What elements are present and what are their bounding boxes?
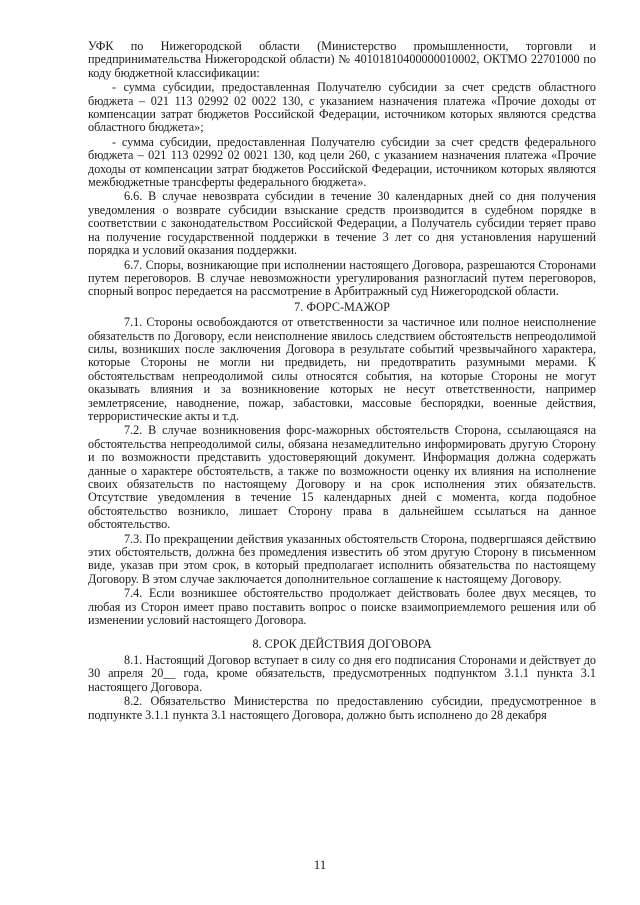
paragraph: 7.2. В случае возникновения форс-мажорных обстоятельств Сторона, ссылающаяся на обстоятельства непреодолимой силы, обязана незамедлительно информировать другую Сторону и по возможности представить удостоверяющий документ. Информация должна содержать данные о характере обстоятельств, а также по возможности оценку их влияния на исполнение своих обязательств по настоящему Договору и на срок исполнения этих обязательств. Отсутствие уведомления в течение 15 календарных дней с момента, когда подобное обстоятельство возникло, лишает Сторону права в дальнейшем ссылаться на данное обстоятельство. [88, 423, 596, 532]
paragraph: 7.3. По прекращении действия указанных обстоятельств Сторона, подвергшаяся действию этих обстоятельств, должна без промедления известить об этом другую Сторону в письменном виде, указав при этом срок, в который предполагает исполнить обязательства по настоящему Договору. В этом случае заключается дополнительное соглашение к настоящему Договору. [88, 531, 596, 586]
section-8-heading: 8. СРОК ДЕЙСТВИЯ ДОГОВОРА [252, 637, 432, 652]
paragraph: 8.1. Настоящий Договор вступает в силу со дня его подписания Сторонами и действует до 30 апреля 20__ года, кроме обязательств, предусмотренных подпунктом 3.1.1 пункта 3.1 настоящего Договора. [88, 652, 596, 694]
section-6-continuation [88, 40, 596, 299]
paragraph: - сумма субсидии, предоставленная Получателю субсидии за счет средств федерального бюджета – 021 113 02992 02 0021 130, код цели 260, с указанием назначения платежа «Прочие доходы от компенсации затрат бюджетов Российской Федерации, источником которых являются межбюджетные трансферты федерального бюджета». [88, 134, 596, 190]
paragraph: - сумма субсидии, предоставленная Получателю субсидии за счет средств областного бюджета – 021 113 02992 02 0022 130, с указанием назначения платежа «Прочие доходы от компенсации затрат бюджетов Российской Федерации, источником которых являются средства областного бюджета»; [88, 80, 596, 135]
page-number: 11 [313, 857, 327, 872]
paragraph: 8.2. Обязательство Министерства по предоставлению субсидии, предусмотренное в подпункте 3.1.1 пункта 3.1 настоящего Договора, должно быть исполнено до 28 декабря [88, 694, 596, 722]
paragraph: 7.1. Стороны освобождаются от ответственности за частичное или полное неисполнение обязательств по Договору, если неисполнение явилось следствием обстоятельств непреодолимой силы, возникших после заключения Договора в результате событий чрезвычайного характера, которые Стороны не могли ни предвидеть, ни предотвратить разумными мерами. К обстоятельствам непреодолимой силы относятся события, на которые Стороны не могут оказывать влияния и за возникновение которых не несут ответственности, например землетрясение, наводнение, пожар, забастовки, массовые беспорядки, военные действия, террористические акты и т.д. [88, 315, 596, 423]
paragraph: 6.7. Споры, возникающие при исполнении настоящего Договора, разрешаются Сторонами путем переговоров. В случае невозможности урегулирования разногласий путем переговоров, спорный вопрос передается на рассмотрение в Арбитражный суд Нижегородской области. [88, 257, 596, 299]
section-8-body [88, 654, 596, 722]
document-body [88, 40, 596, 723]
section-spacer [88, 628, 596, 636]
paragraph: 7.4. Если возникшее обстоятельство продолжает действовать более двух месяцев, то любая из Сторон имеет право поставить вопрос о поиске взаимоприемлемого решения или об изменении условий настоящего Договора. [88, 586, 596, 628]
section-7-body [88, 316, 596, 627]
paragraph: 6.6. В случае невозврата субсидии в течение 30 календарных дней со дня получения уведомления о возврате субсидии взыскание средств производится в судебном порядке в соответствии с законодательством Российской Федерации, а Получатель субсидии теряет право на получение государственной поддержки в течение 3 лет со дня установления нарушений порядка и условий оказания поддержки. [88, 189, 596, 258]
paragraph: УФК по Нижегородской области (Министерство промышленности, торговли и предпринимательства Нижегородской области) № 40101810400000010002, ОКТМО 22701000 по коду бюджетной классификации: [88, 39, 596, 80]
section-7-heading: 7. ФОРС-МАЖОР [294, 299, 390, 314]
